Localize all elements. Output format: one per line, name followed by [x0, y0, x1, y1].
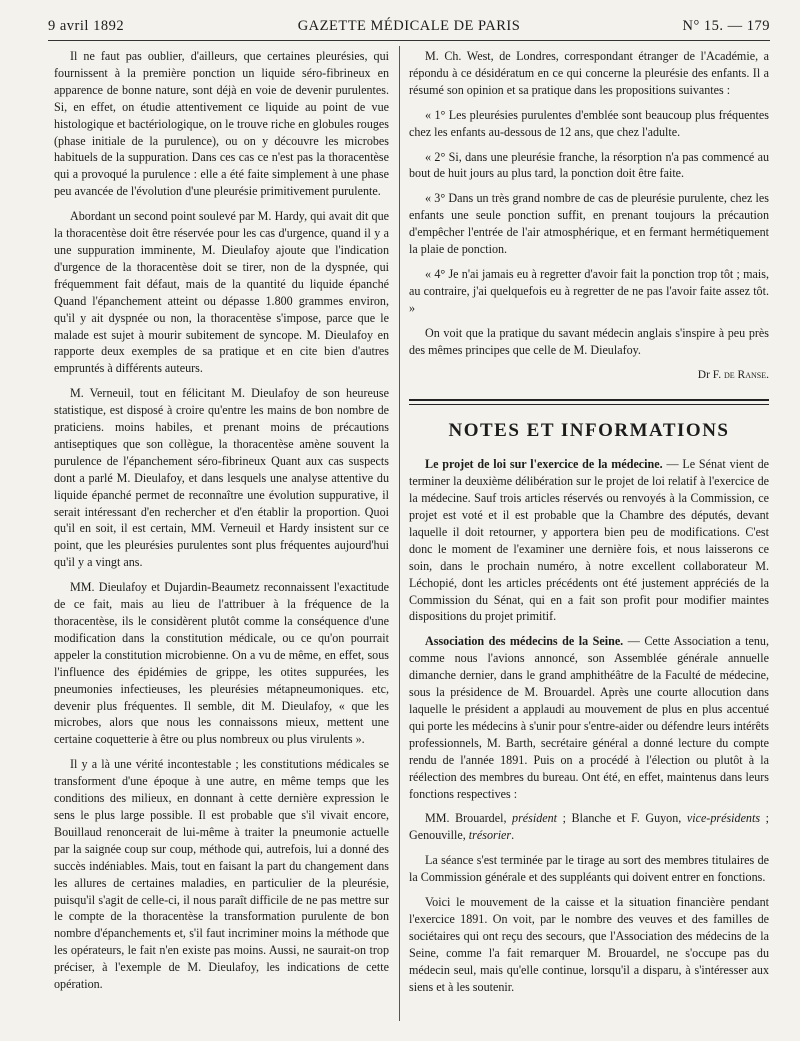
- note-text: — Le Sénat vient de terminer la deuxième délibération sur le projet de loi relatif à l'exercice de la médecine. Sauf trois articles réservés ou renvoyés à la Commission, ce projet est voté et il est probable que la Chambre des députés, devant laquelle il doit retourner, y apportera bien peu de modifications. C'est donc le moment de l'examiner une dernière fois, et nous laisserons ce soin, dans le prochain numéro, à notre excellent collaborateur M. Léchopié, dont les articles précédents ont été justement appréciés de la Commission du Sénat, qui en a fait son profit pour modifier maintes dispositions du projet primitif.: [409, 457, 769, 624]
- author-signature: [409, 367, 769, 384]
- signature-prefix: Dr F.: [697, 368, 722, 381]
- bureau-members: [409, 810, 769, 844]
- left-column: [54, 48, 389, 1021]
- note-text: — Cette Association a tenu, comme nous l'avions annoncé, son Assemblée générale annuelle dimanche dernier, dans le grand amphithéâtre de la Faculté de médecine, sous la présidence de M. Brouardel. Après une courte allocution dans laquelle le président a applaudi au mouvement de plus en plus accentué qui porte les médecins à s'unir pour s'entre-aider ou défendre leurs intérêts professionnels, M. Barth, secrétaire général a donné lecture du compte rendu de l'année 1891. Puis on a procédé à l'élection ou plutôt à la réélection des membres du bureau. Ont été, en effet, maintenus dans leurs fonctions respectives :: [409, 634, 769, 801]
- issue-page-number: N° 15. — 179: [682, 18, 770, 34]
- paragraph: Il y a là une vérité incontestable ; les constitutions médicales se transforment d'une époque à une autre, en même temps que les conditions des milieux, en donnant à cette dernière expression le sens le plus large possible. Il est probable que s'il vivait encore, Bouillaud renoncerait de lui-même à traiter la pneumonie actuelle par la saignée coup sur coup, méthode qui, autrefois, lui a donné des succès indéniables. Mais, tout en faisant la part du changement dans les allures de certaines maladies, en particulier de la pleurésie, puisqu'il s'agit de celle-ci, il nous paraît difficile de ne pas mettre sur le compte de la thoracentèse la transformation purulente de bon nombre d'épanchements et, s'il faut incriminer moins la méthode que les opérateurs, le fait n'en existe pas moins. Aussi, ne saurait-on trop préciser, à l'exemple de M. Dieulafoy, les indications de cette opération.: [54, 757, 389, 992]
- section-title: NOTES ET INFORMATIONS: [448, 420, 730, 442]
- paragraph: Voici le mouvement de la caisse et la situation financière pendant l'exercice 1891. On voit, par le nombre des veuves et des familles de sociétaires qui ont reçu des secours, que l'Association des médecins de la Seine, comme l'a fait remarquer M. Brouardel, ne s'occupe pas du médecin seul, mais qu'elle continue, lorsqu'il a disparu, à s'intéresser aux siens et à les soutenir.: [409, 895, 769, 994]
- section-rule: [409, 404, 769, 405]
- paragraph: « 4° Je n'ai jamais eu à regretter d'avoir fait la ponction trop tôt ; mais, au contraire, j'ai quelquefois eu à regretter de ne pas l'avoir faite assez tôt. »: [409, 266, 769, 315]
- running-header: [48, 14, 770, 40]
- paragraph: M. Ch. West, de Londres, correspondant étranger de l'Académie, a répondu à ce désidératum en ce qui concerne la pleurésie des enfants. Il a résumé son opinion et sa pratique dans les propositions suivantes :: [409, 49, 769, 97]
- paragraph: La séance s'est terminée par le tirage au sort des membres titulaires de la Commission générale et des suppléants qui doivent entrer en fonctions.: [409, 853, 769, 885]
- bureau-role: trésorier: [468, 828, 512, 843]
- signature-name: de Ranse.: [724, 368, 769, 381]
- note-heading: Le projet de loi sur l'exercice de la médecine.: [425, 457, 663, 472]
- paragraph: MM. Dieulafoy et Dujardin-Beaumetz reconnaissent l'exactitude de ce fait, mais au lieu de l'attribuer à la fréquence de la thoracentèse, ils le considèrent plutôt comme la conséquence d'une modification dans la constitution médicale, ou ce qu'on pourrait appeler la constitution microbienne. On a vu de même, en effet, sous l'influence des épidémies de grippe, les otites suppurées, les pneumonies infectieuses, les pleurésies métapneumoniques. etc, devenir plus fréquentes. Il semble, dit M. Dieulafoy, « que les microbes, alors que nous les connaissons mieux, mettent une certaine coquetterie à être ou plus nombreux ou plus virulents ».: [54, 580, 389, 747]
- paragraph: M. Verneuil, tout en félicitant M. Dieulafoy de son heureuse statistique, est disposé à croire qu'entre les mains de bon nombre de praticiens. moins habiles, et prenant moins de précautions antiseptiques que son collègue, la thoracentèse amène souvent la purulence de l'épanchement séro-fibrineux Quant aux cas suspects dont a parlé M. Dieulafoy, et dans lesquels une analyse attentive du liquide épanché permet de reconnaître une évolution suppurative, il serait intéressant d'en rechercher et d'en établir la proportion. Quoi qu'il en soit, il est certain, MM. Verneuil et Hardy insistent sur ce point, que les pleurésies purulentes sont plus fréquentes aujourd'hui qu'il y a vingt ans.: [54, 386, 389, 570]
- bureau-text: ; Genouville,: [409, 811, 769, 843]
- bureau-text: MM. Brouardel,: [425, 811, 513, 826]
- paragraph: On voit que la pratique du savant médecin anglais s'inspire à peu près des mêmes principes que celle de M. Dieulafoy.: [409, 325, 769, 357]
- paragraph: « 1° Les pleurésies purulentes d'emblée sont beaucoup plus fréquentes chez les enfants au-dessous de 12 ans, que chez l'adulte.: [409, 107, 769, 139]
- bureau-role: président: [512, 811, 558, 826]
- paragraph: Il ne faut pas oublier, d'ailleurs, que certaines pleurésies, qui fournissent à la première ponction un liquide séro-fibrineux en apparence de bonne nature, sont déjà en voie de devenir purulentes. Si, en effet, on étudie attentivement ce liquide au point de vue histologique et bactériologique, on le trouve riche en globules rouges (phase initiale de la purulence), ou on y découvre les microbes habituels de la suppuration. Dans ces cas ce n'est pas la thoracentèse qui a provoqué la purulence : elle a été faite simplement à une phase peu avancée de l'évolution d'une pleurésie primitivement purulente.: [54, 49, 389, 199]
- issue-date: 9 avril 1892: [48, 18, 125, 34]
- bureau-text: .: [511, 828, 515, 843]
- column-divider: [399, 46, 400, 1021]
- bureau-text: ; Blanche et F. Guyon,: [557, 811, 687, 826]
- right-column: [409, 48, 769, 1021]
- journal-title: GAZETTE MÉDICALE DE PARIS: [297, 18, 521, 34]
- bureau-role: vice-présidents: [686, 811, 761, 826]
- note-projet-de-loi: [409, 456, 769, 625]
- note-association: [409, 633, 769, 802]
- paragraph: « 2° Si, dans une pleurésie franche, la résorption n'a pas commencé au bout de huit jours au plus tard, la ponction doit être faite.: [409, 149, 769, 181]
- paragraph: « 3° Dans un très grand nombre de cas de pleurésie purulente, chez les enfants une seule ponction suffit, en prenant toujours la précaution d'empêcher l'entrée de l'air atmosphérique, et en fermant hermétiquement la plaie de ponction.: [409, 191, 769, 257]
- note-heading: Association des médecins de la Seine.: [425, 634, 624, 649]
- paragraph: Abordant un second point soulevé par M. Hardy, qui avait dit que la thoracentèse doit être réservée pour les cas d'urgence, quand il y a une suppuration imminente, M. Dieulafoy ajoute que l'indication d'urgence de la thoracentèse doit se tirer, non de la dyspnée, qui fréquemment fait défaut, mais de la quantité du liquide épanché Quand l'épanchement atteint ou dépasse 1.800 grammes environ, qu'il y ait dyspnée ou non, la thoracentèse s'impose, parce que le malade est sujet à mourir subitement de syncope. M. Dieulafoy en rapporte deux exemples de sa pratique et en cite bien d'autres empruntés à différents auteurs.: [54, 209, 389, 376]
- header-rule: [48, 40, 770, 41]
- section-rule: [409, 399, 769, 401]
